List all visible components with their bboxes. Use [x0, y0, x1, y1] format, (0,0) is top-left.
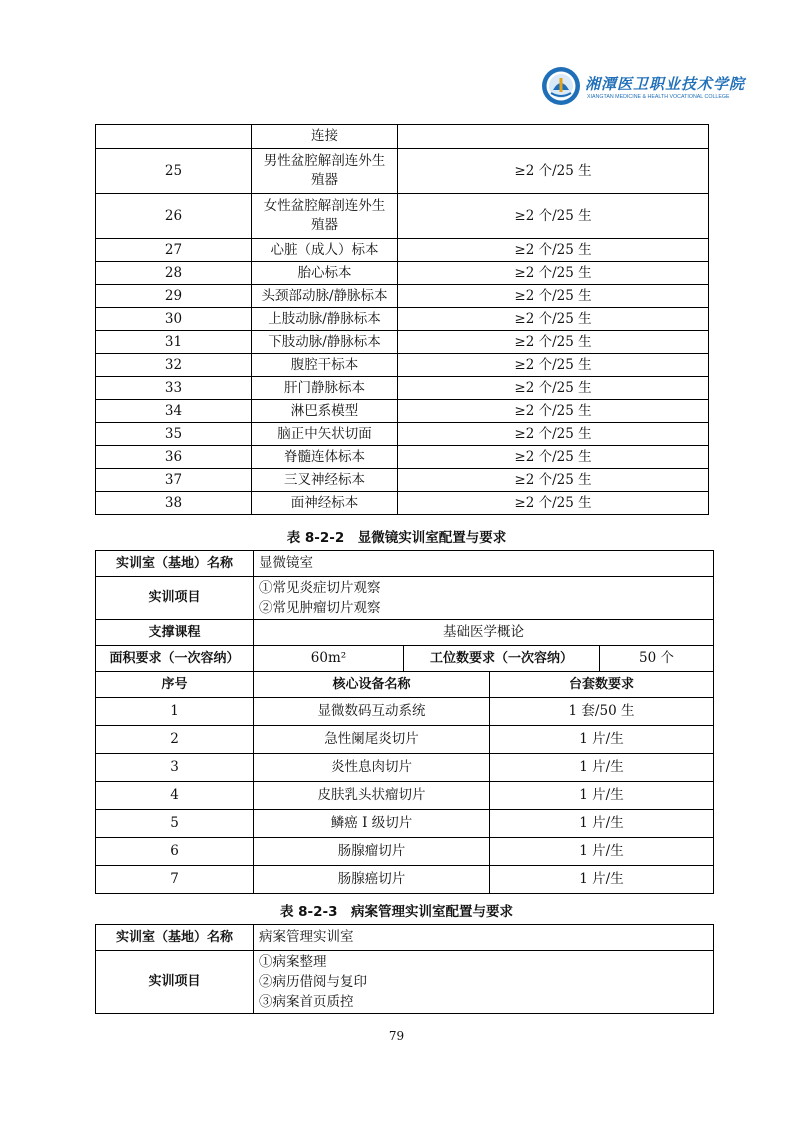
quantity-requirement: ≥2 个/25 生 [398, 377, 709, 400]
quantity-requirement: ≥2 个/25 生 [398, 285, 709, 308]
row-number: 36 [96, 446, 252, 469]
microscope-lab-table [95, 550, 714, 894]
training-project-item: ①病案整理 [259, 954, 327, 970]
training-project-list [254, 951, 714, 1014]
support-course-label: 支撑课程 [96, 620, 254, 646]
table-row [96, 838, 714, 866]
table-row [96, 469, 709, 492]
row-number: 28 [96, 262, 252, 285]
row-number: 6 [96, 838, 254, 866]
specimen-name: 脊髓连体标本 [252, 446, 398, 469]
quantity-requirement: 1 片/生 [490, 726, 714, 754]
row-number [96, 125, 252, 149]
specimen-name: 下肢动脉/静脉标本 [252, 331, 398, 354]
college-emblem-icon [541, 66, 581, 106]
table-row [96, 492, 709, 515]
anatomy-specimen-table [95, 124, 709, 515]
quantity-requirement: ≥2 个/25 生 [398, 446, 709, 469]
equipment-name: 鳞癌 I 级切片 [254, 810, 490, 838]
support-course-value: 基础医学概论 [254, 620, 714, 646]
table-row [96, 698, 714, 726]
table-caption-8-2-3: 表 8-2-3 病案管理实训室配置与要求 [279, 904, 514, 920]
row-number: 31 [96, 331, 252, 354]
table-row [96, 423, 709, 446]
equipment-name: 急性阑尾炎切片 [254, 726, 490, 754]
specimen-name: 三叉神经标本 [252, 469, 398, 492]
row-number: 25 [96, 149, 252, 194]
equipment-name: 肠腺癌切片 [254, 866, 490, 894]
college-name-en: XIANGTAN MEDICINE & HEALTH VOCATIONAL COLLEGE [587, 94, 730, 100]
room-name-value: 病案管理实训室 [254, 925, 714, 951]
room-name-label: 实训室（基地）名称 [96, 925, 254, 951]
quantity-requirement: 1 片/生 [490, 866, 714, 894]
table-row [96, 194, 709, 239]
training-project-label: 实训项目 [96, 951, 254, 1014]
page-number: 79 [388, 1029, 405, 1043]
row-number: 33 [96, 377, 252, 400]
equipment-name: 肠腺瘤切片 [254, 838, 490, 866]
row-number: 34 [96, 400, 252, 423]
row-number: 5 [96, 810, 254, 838]
equipment-name: 炎性息肉切片 [254, 754, 490, 782]
quantity-requirement: 1 片/生 [490, 782, 714, 810]
room-name-label: 实训室（基地）名称 [96, 551, 254, 577]
column-header-equipment: 核心设备名称 [254, 672, 490, 698]
table-row [96, 726, 714, 754]
table-row [96, 446, 709, 469]
table-row [96, 125, 709, 149]
row-number: 7 [96, 866, 254, 894]
quantity-requirement: ≥2 个/25 生 [398, 400, 709, 423]
quantity-requirement: ≥2 个/25 生 [398, 492, 709, 515]
station-requirement-label: 工位数要求（一次容纳） [404, 646, 600, 672]
college-name: 湘潭医卫职业技术学院 [585, 75, 746, 93]
equipment-name: 显微数码互动系统 [254, 698, 490, 726]
specimen-name: 女性盆腔解剖连外生殖器 [252, 194, 398, 239]
equipment-name: 皮肤乳头状瘤切片 [254, 782, 490, 810]
row-number: 38 [96, 492, 252, 515]
row-number: 32 [96, 354, 252, 377]
training-project-label: 实训项目 [96, 577, 254, 620]
training-project-item: ①常见炎症切片观察 [259, 580, 381, 596]
specimen-name: 面神经标本 [252, 492, 398, 515]
quantity-requirement: ≥2 个/25 生 [398, 331, 709, 354]
quantity-requirement: 1 片/生 [490, 754, 714, 782]
table-row [96, 308, 709, 331]
medical-record-lab-table [95, 924, 714, 1014]
specimen-name: 胎心标本 [252, 262, 398, 285]
table-row [96, 754, 714, 782]
table-row [96, 354, 709, 377]
quantity-requirement: ≥2 个/25 生 [398, 262, 709, 285]
quantity-requirement: ≥2 个/25 生 [398, 239, 709, 262]
table-row [96, 149, 709, 194]
specimen-name: 连接 [252, 125, 398, 149]
row-number: 26 [96, 194, 252, 239]
quantity-requirement: ≥2 个/25 生 [398, 354, 709, 377]
area-requirement-label: 面积要求（一次容纳） [96, 646, 254, 672]
quantity-requirement [398, 125, 709, 149]
specimen-name: 脑正中矢状切面 [252, 423, 398, 446]
quantity-requirement: 1 片/生 [490, 838, 714, 866]
area-requirement-value: 60m² [254, 646, 404, 672]
room-name-value: 显微镜室 [254, 551, 714, 577]
specimen-name: 淋巴系模型 [252, 400, 398, 423]
training-project-item: ②病历借阅与复印 [259, 974, 367, 990]
training-project-list [254, 577, 714, 620]
row-number: 1 [96, 698, 254, 726]
quantity-requirement: 1 片/生 [490, 810, 714, 838]
specimen-name: 头颈部动脉/静脉标本 [252, 285, 398, 308]
specimen-name: 肝门静脉标本 [252, 377, 398, 400]
quantity-requirement: 1 套/50 生 [490, 698, 714, 726]
table-row [96, 782, 714, 810]
column-header-quantity: 台套数要求 [490, 672, 714, 698]
table-row [96, 866, 714, 894]
quantity-requirement: ≥2 个/25 生 [398, 469, 709, 492]
row-number: 2 [96, 726, 254, 754]
table-row [96, 285, 709, 308]
row-number: 30 [96, 308, 252, 331]
table-row [96, 262, 709, 285]
training-project-item: ③病案首页质控 [259, 994, 354, 1010]
specimen-name: 腹腔干标本 [252, 354, 398, 377]
table-row [96, 810, 714, 838]
quantity-requirement: ≥2 个/25 生 [398, 423, 709, 446]
row-number: 3 [96, 754, 254, 782]
row-number: 27 [96, 239, 252, 262]
quantity-requirement: ≥2 个/25 生 [398, 308, 709, 331]
row-number: 29 [96, 285, 252, 308]
row-number: 35 [96, 423, 252, 446]
column-header-no: 序号 [96, 672, 254, 698]
table-row [96, 331, 709, 354]
specimen-name: 心脏（成人）标本 [252, 239, 398, 262]
station-requirement-value: 50 个 [600, 646, 714, 672]
quantity-requirement: ≥2 个/25 生 [398, 194, 709, 239]
quantity-requirement: ≥2 个/25 生 [398, 149, 709, 194]
table-row [96, 377, 709, 400]
table-row [96, 239, 709, 262]
row-number: 37 [96, 469, 252, 492]
college-logo [541, 66, 746, 108]
table-row [96, 400, 709, 423]
specimen-name: 上肢动脉/静脉标本 [252, 308, 398, 331]
table-caption-8-2-2: 表 8-2-2 显微镜实训室配置与要求 [286, 530, 507, 546]
row-number: 4 [96, 782, 254, 810]
specimen-name: 男性盆腔解剖连外生殖器 [252, 149, 398, 194]
training-project-item: ②常见肿瘤切片观察 [259, 600, 381, 616]
